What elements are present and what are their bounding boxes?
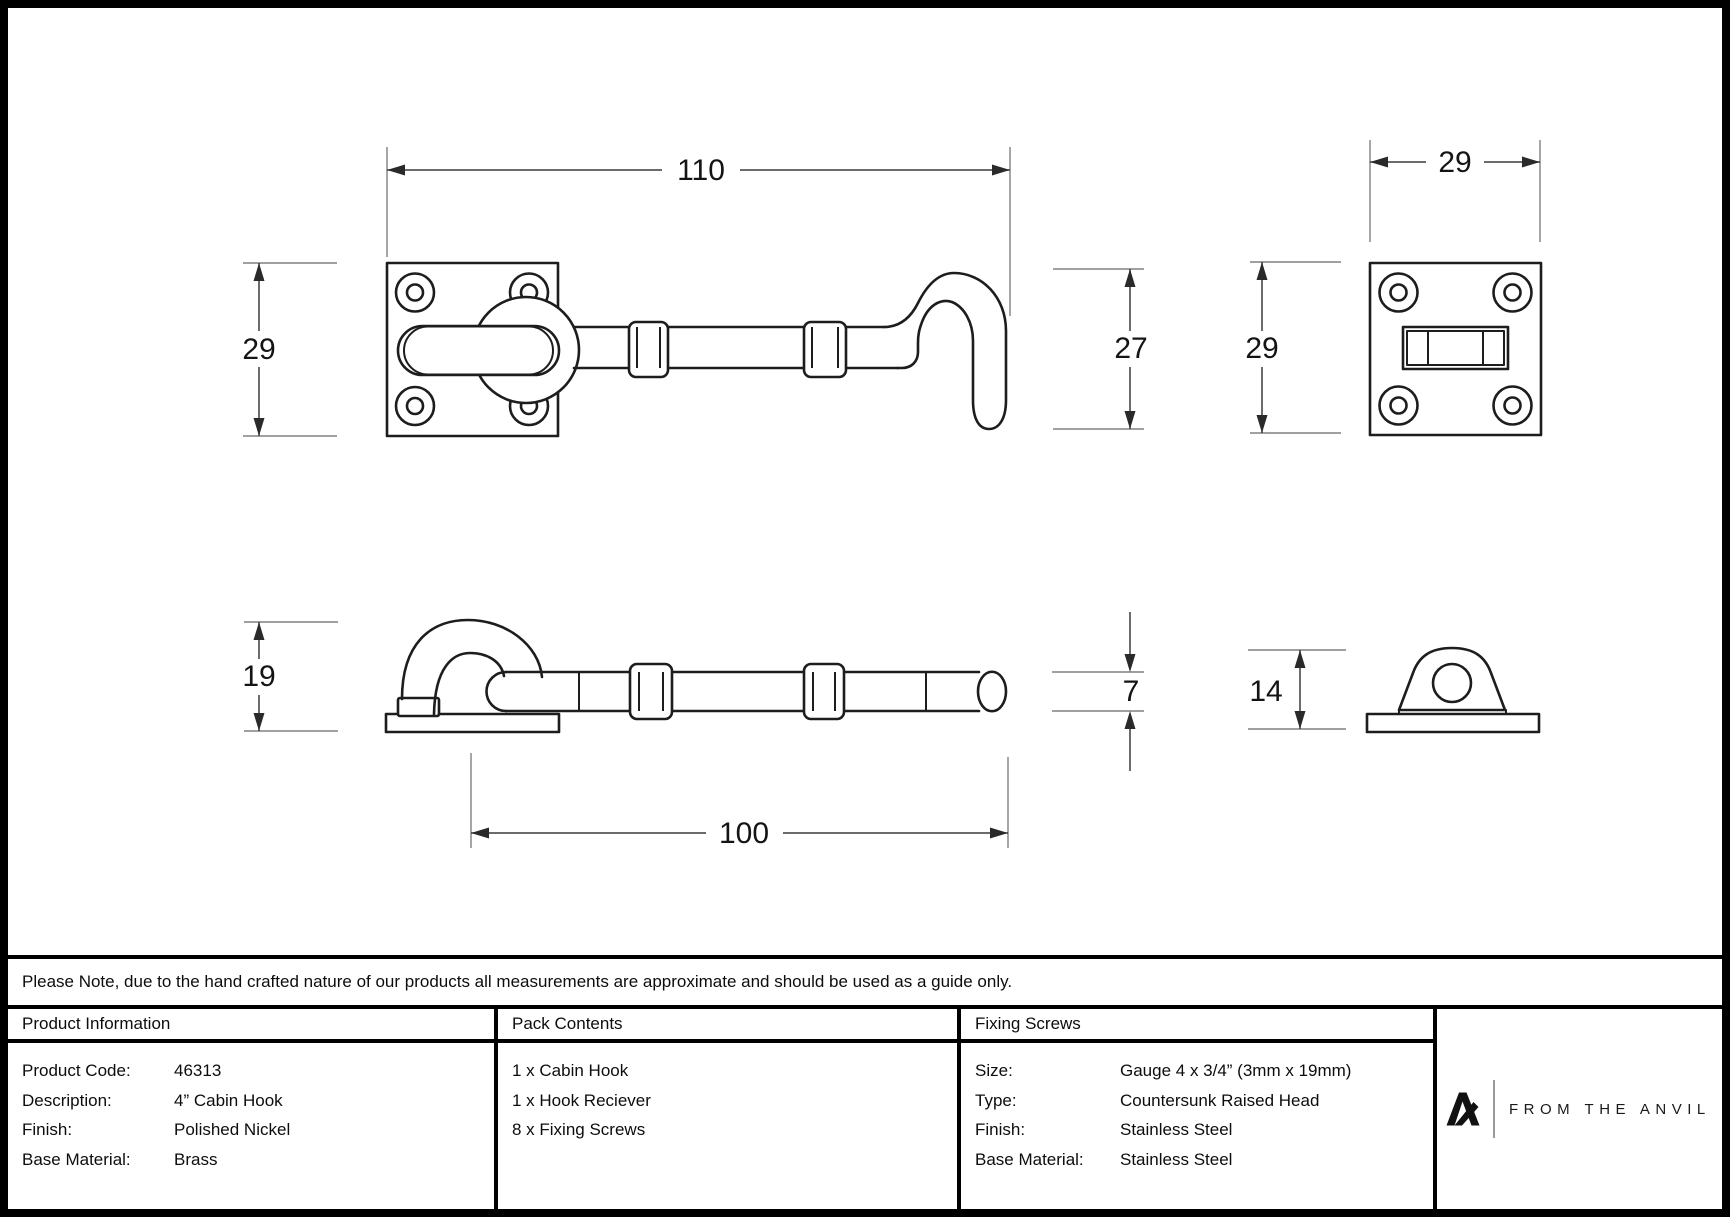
dim-label-19: 19 xyxy=(242,660,276,693)
row-label: Description: xyxy=(22,1090,112,1110)
row-value: Brass xyxy=(174,1149,218,1169)
pack-contents-body xyxy=(498,1043,957,1145)
pack-contents-column xyxy=(498,1009,961,1209)
rod-collar xyxy=(804,664,844,719)
row-label: Type: xyxy=(975,1090,1017,1110)
list-item: 8 x Fixing Screws xyxy=(512,1120,646,1139)
dim-label-29-left: 29 xyxy=(242,333,276,366)
rod-end-cap xyxy=(978,672,1006,712)
row-label: Base Material: xyxy=(22,1149,131,1169)
hook-eye-capsule xyxy=(398,326,559,375)
fixing-screws-column xyxy=(961,1009,1437,1209)
row-value: 4” Cabin Hook xyxy=(174,1090,283,1110)
row-label: Base Material: xyxy=(975,1149,1084,1169)
receiver-base-plate-side xyxy=(1367,714,1539,732)
brand-logo xyxy=(1445,1080,1711,1138)
hook-receiver-side-view xyxy=(1367,648,1539,732)
table-row xyxy=(22,1115,488,1145)
row-value: Stainless Steel xyxy=(1120,1120,1233,1139)
row-label: Finish: xyxy=(975,1120,1026,1139)
cabin-hook-side-view xyxy=(386,620,1006,732)
dimension-27 xyxy=(1053,269,1148,429)
dim-label-7: 7 xyxy=(1122,675,1140,708)
row-value: Polished Nickel xyxy=(174,1120,291,1139)
table-row xyxy=(22,1086,488,1116)
table-row xyxy=(975,1056,1427,1086)
brand-wordmark: FROM THE ANVIL xyxy=(1509,1100,1711,1118)
rod-collar xyxy=(804,322,846,377)
product-information-body xyxy=(8,1043,494,1174)
dim-label-29-receiver-width: 29 xyxy=(1438,146,1472,179)
dim-label-100: 100 xyxy=(718,817,770,850)
row-value: Gauge 4 x 3/4” (3mm x 19mm) xyxy=(1120,1061,1352,1080)
technical-drawing-area xyxy=(8,8,1722,955)
hook-curl-top-view xyxy=(884,273,1006,429)
dim-label-27: 27 xyxy=(1114,332,1148,365)
rod-collar xyxy=(629,322,668,377)
list-item: 1 x Cabin Hook xyxy=(512,1061,629,1080)
spec-table xyxy=(8,1005,1722,1209)
row-label: Product Code: xyxy=(22,1061,131,1080)
dimension-29-receiver-height xyxy=(1245,262,1341,433)
rod-collar xyxy=(630,664,672,719)
row-value: Stainless Steel xyxy=(1120,1149,1233,1169)
eye-outer-arc xyxy=(402,620,542,699)
cabin-hook-top-view xyxy=(387,263,1006,436)
fixing-screws-body xyxy=(961,1043,1433,1174)
row-value: Countersunk Raised Head xyxy=(1120,1090,1320,1110)
dimension-19 xyxy=(242,622,338,731)
brand-divider xyxy=(1493,1080,1495,1138)
table-row xyxy=(975,1145,1427,1175)
list-item: 1 x Hook Reciever xyxy=(512,1090,651,1110)
pack-contents-header: Pack Contents xyxy=(498,1009,957,1043)
dim-label-110: 110 xyxy=(677,154,725,187)
row-label: Finish: xyxy=(22,1120,73,1139)
dimension-29-left xyxy=(242,263,337,436)
row-value: 46313 xyxy=(174,1061,222,1080)
table-row xyxy=(975,1086,1427,1116)
dimension-7 xyxy=(1052,612,1144,771)
hook-receiver-front-view xyxy=(1370,263,1541,435)
dimension-29-receiver-width xyxy=(1370,140,1540,242)
product-information-header: Product Information xyxy=(8,1009,494,1043)
fixing-screws-header: Fixing Screws xyxy=(961,1009,1433,1043)
note-text: Please Note, due to the hand crafted nature of our products all measurements are approximate and should be used as a guide only. xyxy=(22,972,1013,991)
receiver-eye-hole xyxy=(1433,664,1471,702)
brand-column xyxy=(1437,1009,1722,1209)
table-row xyxy=(22,1145,488,1175)
note-bar xyxy=(8,955,1722,1005)
dimension-100 xyxy=(471,753,1008,850)
table-row xyxy=(975,1115,1427,1145)
technical-drawing xyxy=(8,8,1722,955)
dimension-14 xyxy=(1248,650,1346,729)
table-row xyxy=(22,1056,488,1086)
dim-label-29-receiver-height: 29 xyxy=(1245,332,1279,365)
row-label: Size: xyxy=(975,1061,1013,1080)
anvil-logo-icon xyxy=(1445,1091,1481,1127)
rod-left-cap xyxy=(487,672,506,711)
receiver-slot xyxy=(1403,327,1508,369)
dim-label-14: 14 xyxy=(1249,675,1283,708)
product-information-column xyxy=(8,1009,498,1209)
